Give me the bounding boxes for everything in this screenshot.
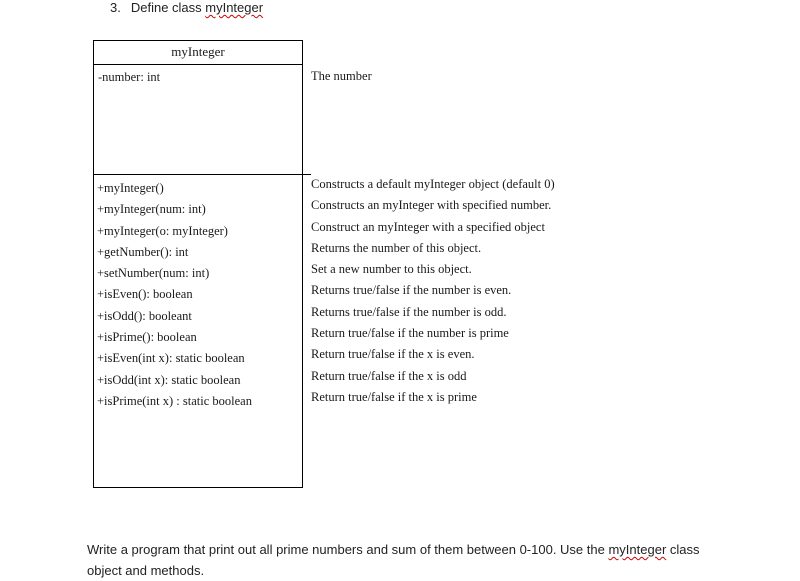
uml-method: +myInteger(num: int) [97, 202, 206, 217]
method-description: Set a new number to this object. [311, 262, 472, 277]
uml-method: +isPrime(int x) : static boolean [97, 393, 252, 408]
uml-attributes [94, 65, 302, 175]
task-text: Write a program that print out all prime numbers and sum of them between 0-100. Use the [87, 542, 609, 557]
method-description: Returns the number of this object. [311, 240, 482, 255]
method-descriptions [311, 174, 555, 408]
method-description: Return true/false if the x is odd [311, 368, 467, 383]
uml-method: +getNumber(): int [97, 244, 189, 259]
uml-class-name: myInteger [94, 41, 302, 65]
method-description: Return true/false if the number is prime [311, 326, 509, 341]
method-description: Construct an myInteger with a specified object [311, 219, 545, 234]
task-text-end: class object and methods. [87, 542, 700, 578]
uml-method: +setNumber(num: int) [97, 266, 210, 281]
uml-methods [94, 175, 302, 412]
uml-attribute: -number: int [98, 70, 161, 84]
method-description: Return true/false if the x is even. [311, 347, 475, 362]
question-title: Define class [130, 0, 206, 15]
method-description: Constructs a default myInteger object (default 0) [311, 177, 555, 191]
uml-method: +isOdd(int x): static boolean [97, 372, 241, 387]
attribute-description: The number [311, 69, 372, 83]
method-description: Returns true/false if the number is odd. [311, 304, 507, 319]
question-number: 3. [110, 0, 121, 15]
method-description: Return true/false if the x is prime [311, 389, 477, 404]
description-connector [303, 174, 311, 175]
question-class-name: myInteger [205, 0, 264, 15]
task-instructions [87, 539, 727, 581]
uml-method: +myInteger() [97, 181, 164, 195]
uml-class-diagram [93, 40, 303, 488]
task-class-name: myInteger [608, 542, 667, 557]
uml-method: +isOdd(): booleant [97, 308, 192, 323]
uml-method: +isEven(): boolean [97, 287, 193, 302]
uml-method: +myInteger(o: myInteger) [97, 223, 228, 238]
question-heading [110, 0, 263, 15]
uml-method: +isEven(int x): static boolean [97, 351, 245, 366]
method-description: Constructs an myInteger with specified number. [311, 198, 552, 213]
method-description: Returns true/false if the number is even. [311, 283, 512, 298]
uml-method: +isPrime(): boolean [97, 330, 197, 345]
